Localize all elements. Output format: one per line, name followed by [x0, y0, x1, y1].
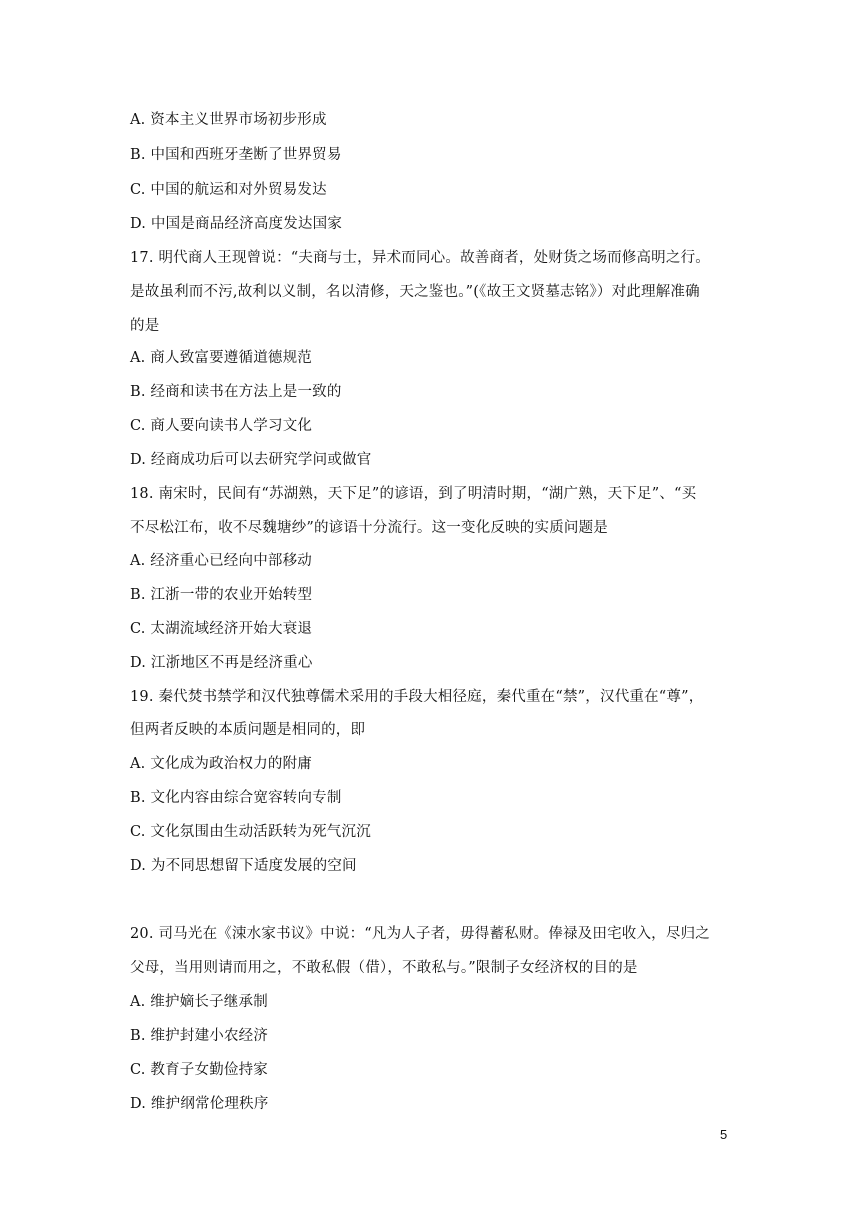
- q19-stem-line: 19. 秦代焚书禁学和汉代独尊儒术采用的手段大相径庭，秦代重在“禁”，汉代重在“尊”，: [130, 689, 704, 705]
- q20-stem-line: 20. 司马光在《涑水家书议》中说：“凡为人子者，毋得蓄私财。俸禄及田宅收入，尽归之: [130, 926, 710, 942]
- q18-option-b: B. 江浙一带的农业开始转型: [130, 587, 313, 603]
- q17-option-b: B. 经商和读书在方法上是一致的: [130, 384, 342, 400]
- q18-stem-line: 不尽松江布，收不尽魏塘纱”的谚语十分流行。这一变化反映的实质问题是: [130, 520, 609, 536]
- q18-option-d: D. 江浙地区不再是经济重心: [130, 655, 313, 671]
- q17-stem-line: 的是: [130, 318, 160, 334]
- q16-option-a: A. 资本主义世界市场初步形成: [130, 112, 327, 128]
- q20-option-a: A. 维护嫡长子继承制: [130, 994, 268, 1010]
- q19-option-a: A. 文化成为政治权力的附庸: [130, 756, 312, 772]
- q20-option-c: C. 教育子女勤俭持家: [130, 1062, 268, 1078]
- q19-option-d: D. 为不同思想留下适度发展的空间: [130, 858, 357, 874]
- q20-option-d: D. 维护纲常伦理秩序: [130, 1096, 269, 1112]
- q18-option-c: C. 太湖流域经济开始大衰退: [130, 621, 313, 637]
- q17-option-c: C. 商人要向读书人学习文化: [130, 418, 313, 434]
- q16-option-d: D. 中国是商品经济高度发达国家: [130, 216, 343, 232]
- q16-option-b: B. 中国和西班牙垄断了世界贸易: [130, 147, 342, 163]
- q20-option-b: B. 维护封建小农经济: [130, 1028, 269, 1044]
- q19-stem-line: 但两者反映的本质问题是相同的，即: [130, 722, 366, 738]
- q16-option-c: C. 中国的航运和对外贸易发达: [130, 182, 327, 198]
- q17-option-a: A. 商人致富要遵循道德规范: [130, 350, 312, 366]
- q17-option-d: D. 经商成功后可以去研究学问或做官: [130, 452, 372, 468]
- q18-option-a: A. 经济重心已经向中部移动: [130, 553, 312, 569]
- q19-option-b: B. 文化内容由综合宽容转向专制: [130, 790, 342, 806]
- page-number: 5: [720, 1127, 728, 1142]
- q19-option-c: C. 文化氛围由生动活跃转为死气沉沉: [130, 824, 371, 840]
- q20-stem-line: 父母，当用则请而用之，不敢私假（借），不敢私与。”限制子女经济权的目的是: [130, 960, 638, 976]
- q17-stem-line: 17. 明代商人王现曾说：“夫商与士，异术而同心。故善商者，处财货之场而修高明之行。: [130, 250, 710, 266]
- q17-stem-line: 是故虽利而不污,故利以义制，名以清修，天之鉴也。”(《故王文贤墓志铭》）对此理解准确: [130, 284, 700, 300]
- q18-stem-line: 18. 南宋时，民间有“苏湖熟，天下足”的谚语，到了明清时期，“湖广熟，天下足”、“买: [130, 486, 697, 502]
